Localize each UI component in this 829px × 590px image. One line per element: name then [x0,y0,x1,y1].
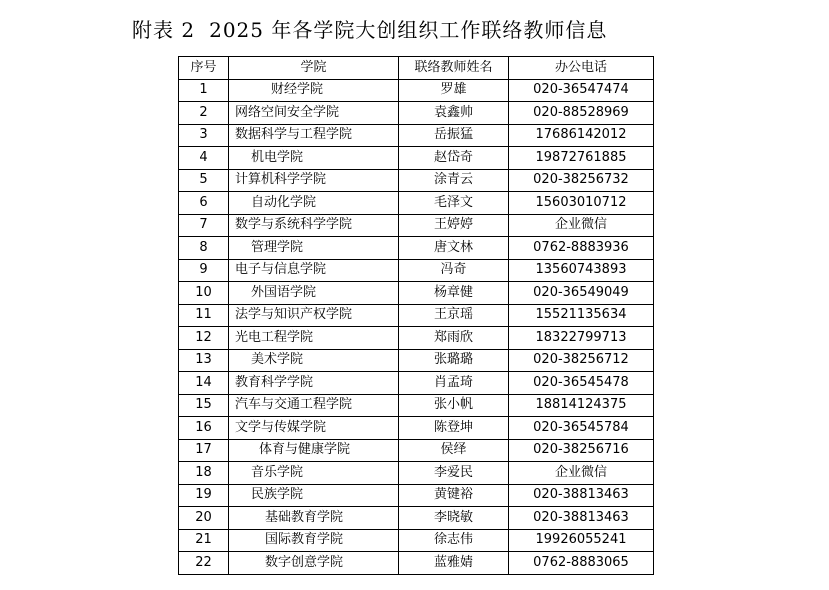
row-teacher: 陈登坤 [399,417,509,440]
row-phone: 15521135634 [509,304,654,327]
row-school-label: 美术学院 [251,352,304,368]
row-serial: 4 [179,147,229,170]
row-school [229,417,399,440]
table-row [179,552,654,575]
row-teacher: 李晓敏 [399,507,509,530]
row-teacher: 蓝雅婧 [399,552,509,575]
row-teacher: 肖孟琦 [399,372,509,395]
row-school [229,462,399,485]
table-row [179,462,654,485]
header-teacher: 联络教师姓名 [399,57,509,80]
row-school [229,484,399,507]
title-text: 2025 年各学院大创组织工作联络教师信息 [209,18,608,42]
row-phone: 企业微信 [509,214,654,237]
row-school-label: 网络空间安全学院 [235,104,340,120]
row-serial: 19 [179,484,229,507]
row-serial: 17 [179,439,229,462]
row-serial: 6 [179,192,229,215]
row-phone: 020-36545784 [509,417,654,440]
row-school [229,552,399,575]
row-school-label: 电子与信息学院 [235,262,327,278]
row-teacher: 李爱民 [399,462,509,485]
row-phone: 020-38256712 [509,349,654,372]
row-school [229,304,399,327]
row-school-label: 文学与传媒学院 [235,419,327,435]
row-teacher: 张璐璐 [399,349,509,372]
row-teacher: 张小帆 [399,394,509,417]
row-serial: 8 [179,237,229,260]
row-school-label: 体育与健康学院 [259,442,351,458]
row-serial: 20 [179,507,229,530]
row-teacher: 罗雄 [399,79,509,102]
table-row [179,394,654,417]
table-row [179,304,654,327]
row-teacher: 徐志伟 [399,529,509,552]
row-serial: 5 [179,169,229,192]
row-serial: 12 [179,327,229,350]
row-school [229,192,399,215]
header-school: 学院 [229,57,399,80]
row-phone: 0762-8883065 [509,552,654,575]
row-school-label: 财经学院 [271,82,324,98]
row-school-label: 数学与系统科学学院 [235,217,353,233]
row-school [229,169,399,192]
row-serial: 9 [179,259,229,282]
row-serial: 18 [179,462,229,485]
row-phone: 18322799713 [509,327,654,350]
row-school [229,394,399,417]
row-school [229,507,399,530]
table-row [179,259,654,282]
table-row [179,417,654,440]
table-row [179,349,654,372]
row-school-label: 音乐学院 [251,464,304,480]
row-teacher: 侯绎 [399,439,509,462]
row-school-label: 教育科学学院 [235,374,314,390]
row-teacher: 涂青云 [399,169,509,192]
row-school [229,79,399,102]
row-school-label: 基础教育学院 [265,509,344,525]
row-school-label: 汽车与交通工程学院 [235,397,353,413]
row-school [229,214,399,237]
row-serial: 2 [179,102,229,125]
table-row [179,439,654,462]
row-serial: 14 [179,372,229,395]
table-header-row [179,57,654,80]
table-row [179,507,654,530]
row-school-label: 法学与知识产权学院 [235,307,353,323]
row-phone: 19872761885 [509,147,654,170]
table-row [179,192,654,215]
row-teacher: 冯奇 [399,259,509,282]
row-teacher: 王京瑶 [399,304,509,327]
row-serial: 16 [179,417,229,440]
row-school-label: 外国语学院 [251,284,317,300]
row-school [229,439,399,462]
row-serial: 22 [179,552,229,575]
row-teacher: 黄键裕 [399,484,509,507]
row-school [229,237,399,260]
row-phone: 020-38256732 [509,169,654,192]
row-school-label: 自动化学院 [251,194,317,210]
row-phone: 企业微信 [509,462,654,485]
table-row [179,124,654,147]
row-serial: 7 [179,214,229,237]
row-school-label: 国际教育学院 [265,532,344,548]
row-school-label: 管理学院 [251,239,304,255]
row-serial: 15 [179,394,229,417]
row-school [229,372,399,395]
row-teacher: 岳振猛 [399,124,509,147]
row-phone: 020-88528969 [509,102,654,125]
row-teacher: 王婷婷 [399,214,509,237]
row-teacher: 杨章健 [399,282,509,305]
row-phone: 020-38256716 [509,439,654,462]
row-school [229,282,399,305]
row-school [229,124,399,147]
document-title [132,14,607,43]
table-row [179,484,654,507]
contact-table [178,56,654,575]
header-serial: 序号 [179,57,229,80]
row-phone: 020-38813463 [509,507,654,530]
row-phone: 020-38813463 [509,484,654,507]
row-teacher: 唐文林 [399,237,509,260]
row-serial: 1 [179,79,229,102]
row-phone: 15603010712 [509,192,654,215]
row-school [229,327,399,350]
title-prefix: 附表 2 [132,18,196,42]
row-serial: 11 [179,304,229,327]
table-row [179,169,654,192]
row-serial: 13 [179,349,229,372]
table-row [179,529,654,552]
row-school-label: 数字创意学院 [265,554,344,570]
row-phone: 020-36549049 [509,282,654,305]
row-teacher: 袁鑫帅 [399,102,509,125]
row-phone: 0762-8883936 [509,237,654,260]
row-teacher: 赵岱奇 [399,147,509,170]
row-serial: 3 [179,124,229,147]
table-row [179,102,654,125]
table-row [179,327,654,350]
table-row [179,237,654,260]
row-serial: 10 [179,282,229,305]
header-phone: 办公电话 [509,57,654,80]
row-phone: 19926055241 [509,529,654,552]
table-row [179,372,654,395]
row-phone: 020-36545478 [509,372,654,395]
table-row [179,282,654,305]
row-school-label: 民族学院 [251,487,304,503]
table-row [179,79,654,102]
row-phone: 18814124375 [509,394,654,417]
row-teacher: 郑雨欣 [399,327,509,350]
row-phone: 020-36547474 [509,79,654,102]
row-school [229,259,399,282]
row-serial: 21 [179,529,229,552]
row-school [229,102,399,125]
table-row [179,147,654,170]
row-school-label: 数据科学与工程学院 [235,127,353,143]
row-school [229,529,399,552]
row-phone: 13560743893 [509,259,654,282]
row-school-label: 光电工程学院 [235,329,314,345]
table-row [179,214,654,237]
row-teacher: 毛泽文 [399,192,509,215]
row-phone: 17686142012 [509,124,654,147]
row-school-label: 机电学院 [251,149,304,165]
row-school [229,147,399,170]
row-school [229,349,399,372]
row-school-label: 计算机科学学院 [235,172,327,188]
